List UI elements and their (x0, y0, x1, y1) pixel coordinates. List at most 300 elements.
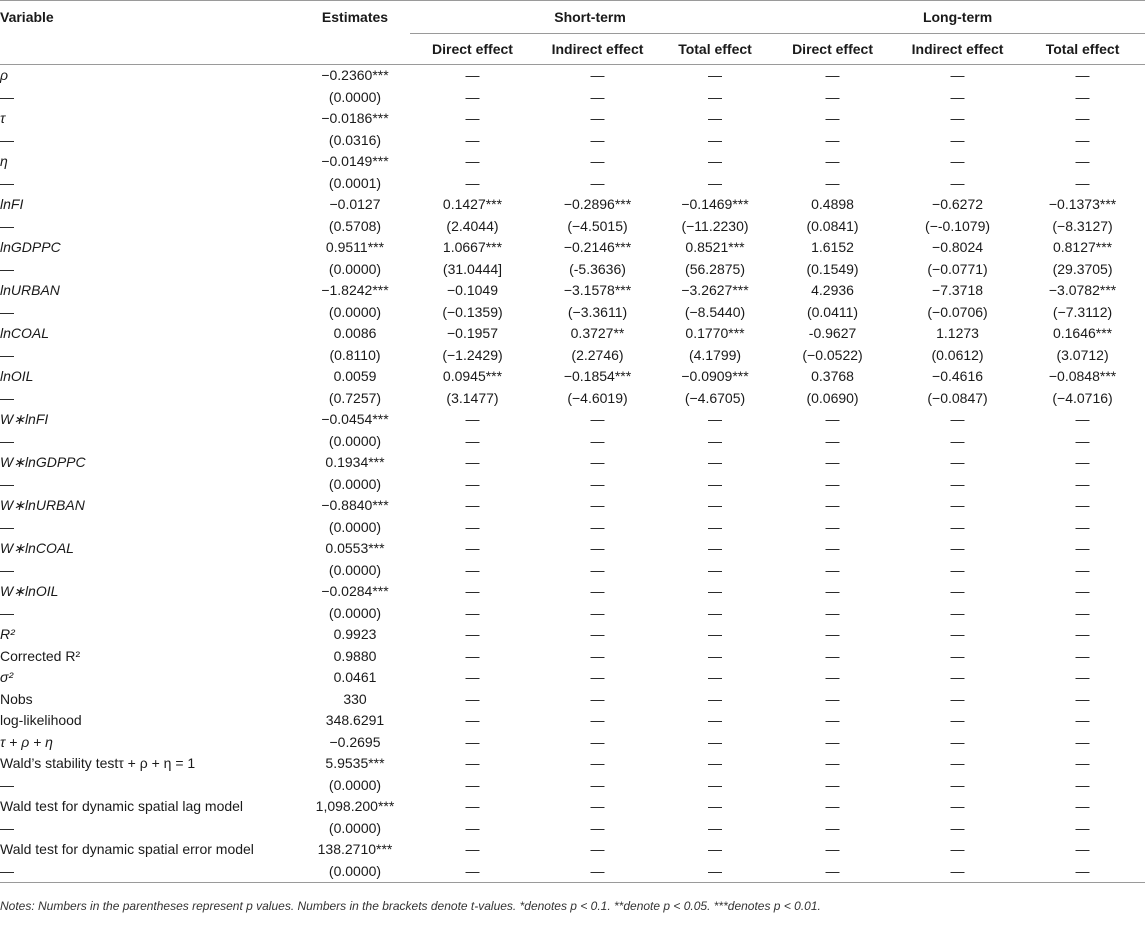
row-label: Nobs (0, 690, 33, 707)
table-cell: — (950, 819, 965, 836)
row-label: — (0, 819, 14, 836)
table-cell: — (950, 432, 965, 449)
table-cell: (0.0000) (328, 475, 382, 492)
table-cell: — (950, 733, 965, 750)
table-cell: — (590, 454, 605, 470)
table-cell: — (1075, 669, 1090, 685)
row-label: — (0, 389, 14, 406)
table-cell: (0.5708) (328, 217, 382, 234)
table-row (0, 431, 1145, 453)
table-cell: — (825, 561, 840, 578)
table-cell: — (708, 626, 723, 642)
table-cell: — (708, 841, 723, 857)
table-cell: — (950, 475, 965, 492)
row-label: W∗lnGDPPC (0, 454, 86, 470)
table-cell: (−0.0522) (802, 346, 863, 363)
table-cell: — (590, 518, 605, 535)
header-blank (0, 34, 300, 65)
table-cell: — (825, 626, 840, 642)
table-cell: −3.0782*** (1048, 282, 1117, 298)
table-cell: — (708, 669, 723, 685)
row-label: log-likelihood (0, 712, 82, 728)
table-cell: (−1.2429) (442, 346, 503, 363)
table-cell: — (590, 131, 605, 148)
row-label: — (0, 561, 14, 578)
table-cell: −0.1469*** (681, 196, 749, 212)
table-cell: — (590, 690, 605, 707)
table-cell: — (708, 819, 723, 836)
table-cell: −0.0149*** (321, 153, 389, 169)
table-cell: 4.2936 (811, 282, 854, 298)
table-cell: — (950, 497, 965, 513)
table-cell: 0.1770*** (685, 325, 745, 341)
row-label: — (0, 131, 14, 148)
table-cell: — (1075, 755, 1090, 771)
table-cell: — (950, 518, 965, 535)
table-cell: — (708, 497, 723, 513)
table-cell: — (950, 88, 965, 105)
table-cell: — (590, 67, 605, 83)
table-cell: −3.1578*** (563, 282, 632, 298)
table-cell: −0.0284*** (321, 583, 389, 599)
table-cell: −0.8024 (932, 239, 984, 255)
table-row (0, 259, 1145, 281)
row-label: lnURBAN (0, 282, 60, 298)
header-long-total: Total effect (1045, 41, 1120, 57)
table-cell: (0.1549) (806, 260, 859, 277)
row-label: lnOIL (0, 368, 34, 384)
table-row (0, 87, 1145, 109)
table-cell: — (708, 712, 723, 728)
table-cell: (0.0000) (328, 303, 382, 320)
row-label: Wald test for dynamic spatial error model (0, 841, 254, 857)
table-cell: 348.6291 (325, 712, 385, 728)
table-cell: — (590, 583, 605, 599)
table-row (0, 624, 1145, 646)
table-cell: 0.0086 (333, 325, 377, 341)
table-cell: (29.3705) (1052, 260, 1113, 277)
table-cell: — (590, 561, 605, 578)
table-row (0, 839, 1145, 861)
table-cell: — (590, 776, 605, 793)
table-row (0, 216, 1145, 238)
table-cell: (0.0000) (328, 432, 382, 449)
table-cell: — (825, 454, 840, 470)
table-cell: — (950, 647, 965, 664)
table-cell: — (465, 88, 480, 105)
table-cell: — (1075, 712, 1090, 728)
table-cell: — (825, 583, 840, 599)
table-cell: −0.1049 (447, 282, 498, 298)
table-row (0, 538, 1145, 560)
table-cell: — (1075, 690, 1090, 707)
table-cell: −0.8840*** (321, 497, 389, 513)
table-cell: — (465, 669, 480, 685)
table-cell: — (590, 110, 605, 126)
table-cell: — (1075, 174, 1090, 191)
table-cell: −0.1373*** (1048, 196, 1117, 212)
table-cell: 0.9511*** (325, 239, 385, 255)
table-cell: — (825, 669, 840, 685)
table-row (0, 495, 1145, 517)
table-cell: — (825, 841, 840, 857)
table-cell: — (1075, 153, 1090, 169)
table-cell: — (950, 110, 965, 126)
table-cell: (0.0000) (328, 260, 382, 277)
table-cell: — (825, 776, 840, 793)
table-cell: — (825, 712, 840, 728)
row-label: — (0, 346, 14, 363)
table-cell: — (1075, 411, 1090, 427)
table-cell: 0.1646*** (1052, 325, 1113, 341)
table-cell: — (708, 604, 723, 621)
table-cell: — (590, 841, 605, 857)
row-label: — (0, 475, 14, 492)
table-row (0, 667, 1145, 689)
row-label: σ² (0, 669, 14, 685)
table-row (0, 345, 1145, 367)
table-cell: — (590, 497, 605, 513)
table-cell: 0.8521*** (685, 239, 745, 255)
header-row-2 (0, 34, 1145, 65)
row-label: — (0, 88, 14, 105)
table-cell: −0.2695 (329, 733, 381, 750)
table-cell: — (825, 67, 840, 83)
table-cell: — (1075, 88, 1090, 105)
table-cell: 0.3768 (811, 368, 854, 384)
table-cell: (3.0712) (1056, 346, 1109, 363)
row-label: W∗lnURBAN (0, 497, 85, 513)
table-cell: — (950, 690, 965, 707)
table-cell: — (465, 604, 480, 621)
table-cell: — (825, 798, 840, 814)
table-cell: (-5.3636) (569, 260, 626, 277)
table-cell: 0.1427*** (442, 196, 503, 212)
table-cell: −0.0127 (329, 196, 381, 212)
table-cell: −0.4616 (932, 368, 984, 384)
table-cell: (−8.3127) (1052, 217, 1113, 234)
table-cell: 5.9535*** (325, 755, 385, 771)
table-cell: — (1075, 67, 1090, 83)
table-cell: (2.2746) (571, 346, 624, 363)
table-cell: — (950, 411, 965, 427)
table-cell: — (1075, 540, 1090, 556)
header-long-term: Long-term (770, 1, 1145, 34)
table-cell: (−0.0706) (927, 303, 988, 320)
table-row (0, 818, 1145, 840)
table-cell: — (465, 153, 480, 169)
table-cell: — (825, 88, 840, 105)
row-label: W∗lnCOAL (0, 540, 74, 556)
table-cell: — (1075, 776, 1090, 793)
table-cell: — (895, 861, 1020, 883)
table-row (0, 732, 1145, 754)
table-cell: — (708, 798, 723, 814)
table-cell: 0.0059 (333, 368, 377, 384)
table-cell: 138.2710*** (317, 841, 393, 857)
table-row (0, 108, 1145, 130)
table-cell: (−0.1359) (442, 303, 503, 320)
table-cell: — (1075, 626, 1090, 642)
table-cell: — (590, 475, 605, 492)
table-cell: — (465, 432, 480, 449)
table-cell: −0.2146*** (563, 239, 632, 255)
table-cell: — (708, 153, 723, 169)
table-cell: — (708, 432, 723, 449)
table-cell: — (465, 647, 480, 664)
table-cell: — (465, 733, 480, 750)
table-cell: — (465, 798, 480, 814)
table-cell: — (950, 174, 965, 191)
table-cell: −3.2627*** (681, 282, 749, 298)
table-cell: — (770, 861, 895, 883)
table-cell: 0.0461 (333, 669, 377, 685)
table-cell: 0.1934*** (325, 454, 385, 470)
table-cell: (−3.3611) (567, 303, 628, 320)
table-cell: — (950, 540, 965, 556)
table-cell: — (825, 755, 840, 771)
row-label: lnFI (0, 196, 24, 212)
table-cell: −1.8242*** (321, 282, 389, 298)
table-row (0, 710, 1145, 732)
table-cell: (0.0000) (328, 88, 382, 105)
table-cell: — (708, 776, 723, 793)
table-cell: — (1075, 497, 1090, 513)
table-cell: — (825, 540, 840, 556)
table-cell: (0.7257) (328, 389, 382, 406)
header-long-direct: Direct effect (792, 41, 873, 57)
table-cell: (4.1799) (688, 346, 742, 363)
row-label: η (0, 153, 8, 169)
table-cell: (0.0000) (328, 819, 382, 836)
header-short-total: Total effect (678, 41, 752, 57)
table-row (0, 173, 1145, 195)
table-cell: — (708, 690, 723, 707)
table-cell: — (708, 454, 723, 470)
row-label: Corrected R² (0, 647, 81, 664)
table-cell: (0.0000) (328, 518, 382, 535)
table-cell: — (708, 475, 723, 492)
table-row (0, 130, 1145, 152)
table-cell: — (590, 647, 605, 664)
table-cell: — (950, 669, 965, 685)
row-label: Wald’s stability testτ + ρ + η = 1 (0, 755, 196, 771)
table-cell: — (950, 776, 965, 793)
table-cell: (−0.0847) (927, 389, 988, 406)
table-cell: (2.4044) (446, 217, 499, 234)
table-cell: — (465, 518, 480, 535)
header-short-indirect: Indirect effect (551, 41, 644, 57)
table-cell: — (1075, 475, 1090, 492)
row-label: τ (0, 110, 6, 126)
row-label: — (0, 518, 14, 535)
table-cell: — (465, 475, 480, 492)
table-cell: — (465, 131, 480, 148)
table-cell: 0.9923 (333, 626, 377, 642)
table-cell: 0.3727** (570, 325, 625, 341)
table-cell: −0.1957 (447, 325, 498, 341)
table-cell: — (708, 411, 723, 427)
table-cell: — (950, 67, 965, 83)
table-cell: (0.0612) (931, 346, 984, 363)
table-cell: — (465, 561, 480, 578)
table-cell: (56.2875) (685, 260, 745, 277)
table-row (0, 302, 1145, 324)
table-cell: — (825, 690, 840, 707)
table-cell: — (1075, 432, 1090, 449)
table-row (0, 388, 1145, 410)
table-cell: −0.0848*** (1048, 368, 1117, 384)
table-cell: — (708, 647, 723, 664)
table-cell: — (950, 604, 965, 621)
table-cell: — (950, 755, 965, 771)
table-cell: — (465, 174, 480, 191)
table-cell: — (590, 153, 605, 169)
table-cell: 330 (343, 690, 367, 707)
row-label: lnGDPPC (0, 239, 61, 255)
table-cell: (−4.6019) (567, 389, 628, 406)
table-cell: — (825, 174, 840, 191)
table-cell: (0.0000) (328, 776, 382, 793)
header-short-direct: Direct effect (432, 41, 513, 57)
table-cell: (0.0690) (806, 389, 859, 406)
table-cell: — (590, 411, 605, 427)
table-cell: — (950, 153, 965, 169)
table-cell: — (825, 733, 840, 750)
table-row (0, 689, 1145, 711)
table-cell: — (590, 798, 605, 814)
table-cell: (0.0000) (328, 604, 382, 621)
row-label: W∗lnFI (0, 411, 49, 427)
table-cell: — (708, 518, 723, 535)
row-label: τ + ρ + η (0, 733, 53, 750)
table-cell: (0.0001) (328, 174, 382, 191)
table-cell: (0.0316) (328, 131, 382, 148)
table-cell: (−0.0771) (927, 260, 988, 277)
table-cell: (−4.0716) (1052, 389, 1113, 406)
table-cell: 1.0667*** (442, 239, 503, 255)
table-cell: — (1075, 110, 1090, 126)
row-label: — (0, 432, 14, 449)
table-body (0, 65, 1145, 883)
table-cell: 1.6152 (811, 239, 854, 255)
table-cell: — (708, 733, 723, 750)
table-cell: — (825, 432, 840, 449)
table-cell: — (590, 755, 605, 771)
table-row (0, 517, 1145, 539)
header-estimates: Estimates (321, 9, 389, 26)
table-cell: — (590, 669, 605, 685)
table-cell: — (590, 819, 605, 836)
table-cell: 0.4898 (811, 196, 854, 212)
table-cell: — (465, 690, 480, 707)
table-cell: −0.0186*** (321, 110, 389, 126)
table-cell: −0.0909*** (681, 368, 749, 384)
table-cell: (−-0.1079) (925, 217, 991, 234)
table-row (0, 796, 1145, 818)
table-cell: (0.0411) (806, 303, 859, 320)
table-cell: — (825, 497, 840, 513)
table-cell: (0.8110) (329, 346, 381, 363)
table-cell: −0.2360*** (321, 67, 389, 83)
row-label: R² (0, 626, 15, 642)
table-row (0, 861, 1145, 883)
table-cell: 0.8127*** (1052, 239, 1113, 255)
table-cell: — (825, 131, 840, 148)
table-cell: — (410, 861, 535, 883)
table-cell: — (708, 561, 723, 578)
table-row (0, 151, 1145, 173)
table-cell: — (950, 841, 965, 857)
table-cell: −7.3718 (932, 282, 984, 298)
table-cell: — (590, 432, 605, 449)
table-cell: — (950, 131, 965, 148)
table-cell: −0.0454*** (321, 411, 389, 427)
table-cell: −0.1854*** (563, 368, 632, 384)
table-cell: — (465, 776, 480, 793)
table-cell: — (465, 110, 480, 126)
table-cell: (−11.2230) (681, 217, 749, 234)
row-label: — (0, 174, 14, 191)
header-long-indirect: Indirect effect (911, 41, 1004, 57)
table-row (0, 603, 1145, 625)
table-cell: — (825, 475, 840, 492)
table-row (0, 409, 1145, 431)
table-cell: — (590, 604, 605, 621)
table-cell: −0.2896*** (563, 196, 632, 212)
table-cell: — (1075, 798, 1090, 814)
table-cell: — (825, 153, 840, 169)
table-cell: — (1075, 454, 1090, 470)
table-cell: — (535, 861, 660, 883)
table-cell: — (708, 131, 723, 148)
table-cell: — (825, 647, 840, 664)
table-cell: (31.0444] (442, 260, 503, 277)
table-cell: — (465, 540, 480, 556)
table-cell: — (465, 497, 480, 513)
table-cell: (−4.6705) (684, 389, 746, 406)
header-blank (300, 34, 410, 65)
row-label: — (0, 604, 14, 621)
table-cell: — (950, 798, 965, 814)
table-row (0, 753, 1145, 775)
row-label: lnCOAL (0, 325, 50, 341)
table-cell: 1.1273 (936, 325, 979, 341)
table-cell: — (825, 604, 840, 621)
table-cell: — (1075, 583, 1090, 599)
table-cell: 1,098.200*** (315, 798, 395, 814)
table-cell: (−8.5440) (684, 303, 746, 320)
table-cell: — (1075, 733, 1090, 750)
table-cell: — (708, 174, 723, 191)
row-label: — (0, 861, 300, 883)
table-cell: — (465, 583, 480, 599)
table-row (0, 646, 1145, 668)
table-cell: — (590, 174, 605, 191)
header-variable: Variable (0, 9, 54, 26)
table-cell: — (1020, 861, 1145, 883)
table-cell: — (950, 454, 965, 470)
table-cell: — (950, 561, 965, 578)
table-cell: — (1075, 131, 1090, 148)
table-cell: -0.9627 (808, 325, 857, 341)
table-cell: (0.0000) (328, 561, 382, 578)
table-cell: — (660, 861, 770, 883)
table-cell: — (465, 819, 480, 836)
table-cell: — (1075, 561, 1090, 578)
table-row (0, 452, 1145, 474)
table-cell: (−7.3112) (1052, 303, 1113, 320)
